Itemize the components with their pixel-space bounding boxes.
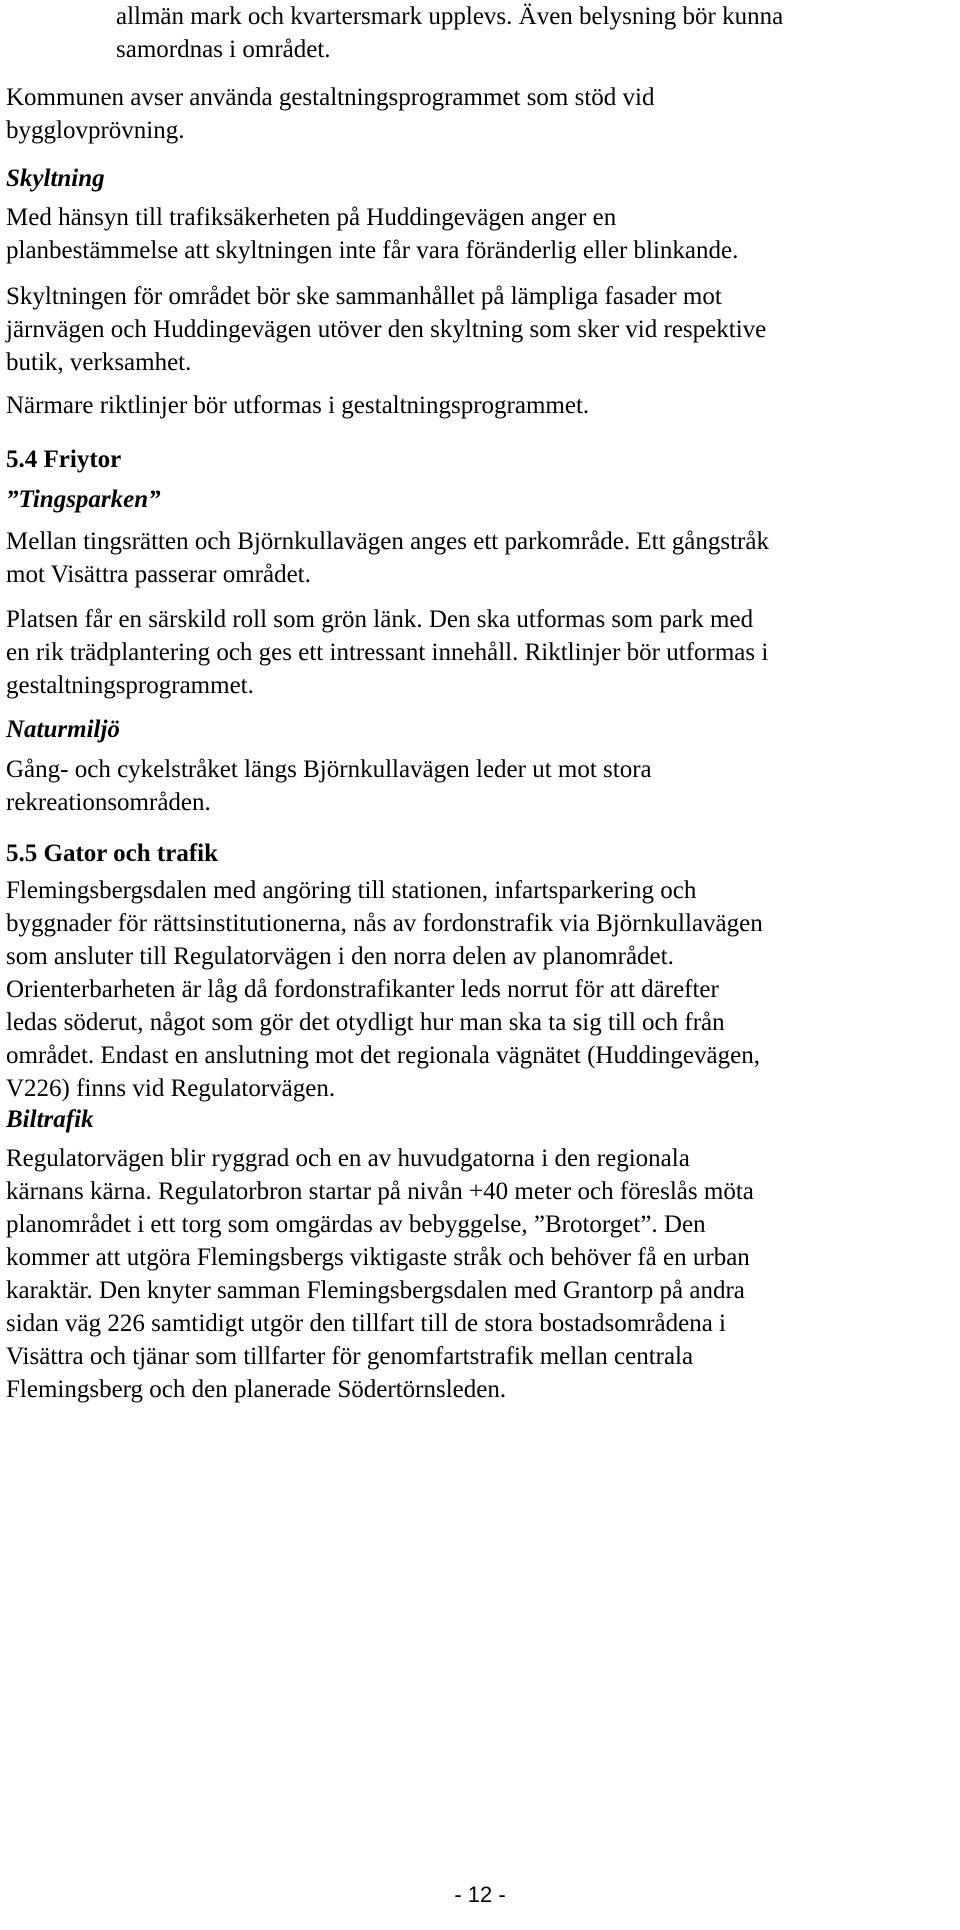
text-line: Gång- och cykelstråket längs Björnkullavägen leder ut mot stora bbox=[6, 756, 652, 783]
text-line: rekreationsområden. bbox=[6, 789, 211, 816]
text-line: karaktär. Den knyter samman Flemingsbergsdalen med Grantorp på andra bbox=[6, 1277, 745, 1304]
text-line: en rik trädplantering och ges ett intressant innehåll. Riktlinjer bör utformas i bbox=[6, 639, 769, 666]
text-line: ledas söderut, något som gör det otydligt hur man ska ta sig till och från bbox=[6, 1009, 725, 1036]
heading-naturmiljo: Naturmiljö bbox=[6, 716, 120, 743]
paragraph-flemingsbergsdalen bbox=[6, 874, 956, 1105]
text-line: Regulatorvägen blir ryggrad och en av huvudgatorna i den regionala bbox=[6, 1145, 690, 1172]
paragraph-regulatorvagen bbox=[6, 1142, 956, 1406]
text-line: kärnans kärna. Regulatorbron startar på nivån +40 meter och föreslås möta bbox=[6, 1178, 754, 1205]
text-line: Kommunen avser använda gestaltningsprogrammet som stöd vid bbox=[6, 84, 655, 111]
text-line: byggnader för rättsinstitutionerna, nås av fordonstrafik via Björnkullavägen bbox=[6, 910, 763, 937]
text-line: allmän mark och kvartersmark upplevs. Även belysning bör kunna bbox=[116, 3, 784, 30]
paragraph-parkomrade bbox=[6, 525, 956, 591]
text-line: kommer att utgöra Flemingsbergs viktigaste stråk och behöver få en urban bbox=[6, 1244, 750, 1271]
text-line: Flemingsbergsdalen med angöring till stationen, infartsparkering och bbox=[6, 877, 697, 904]
paragraph-skyltning-omradet bbox=[6, 280, 956, 379]
paragraph-gron-lank bbox=[6, 603, 956, 702]
text-line: Platsen får en särskild roll som grön länk. Den ska utformas som park med bbox=[6, 606, 754, 633]
paragraph-gestaltningsprogram bbox=[6, 81, 956, 147]
text-line: samordnas i området. bbox=[116, 36, 331, 63]
heading-biltrafik: Biltrafik bbox=[6, 1106, 94, 1133]
section-heading-gator-trafik: 5.5 Gator och trafik bbox=[6, 840, 219, 867]
text-line: järnvägen och Huddingevägen utöver den skyltning som sker vid respektive bbox=[6, 316, 767, 343]
text-line: som ansluter till Regulatorvägen i den norra delen av planområdet. bbox=[6, 943, 674, 970]
text-line: Orienterbarheten är låg då fordonstrafikanter leds norrut för att därefter bbox=[6, 976, 719, 1003]
heading-tingsparken: ”Tingsparken” bbox=[6, 486, 161, 513]
text-line: Visättra och tjänar som tillfarter för genomfartstrafik mellan centrala bbox=[6, 1343, 694, 1370]
text-line: planbestämmelse att skyltningen inte får vara föränderlig eller blinkande. bbox=[6, 237, 739, 264]
text-line: Mellan tingsrätten och Björnkullavägen anges ett parkområde. Ett gångstråk bbox=[6, 528, 769, 555]
text-line: gestaltningsprogrammet. bbox=[6, 672, 254, 699]
text-line: planområdet i ett torg som omgärdas av bebyggelse, ”Brotorget”. Den bbox=[6, 1211, 706, 1238]
paragraph-cykelstrak bbox=[6, 753, 956, 819]
text-line: Flemingsberg och den planerade Södertörnsleden. bbox=[6, 1376, 507, 1403]
paragraph-trafiksakerhet bbox=[6, 201, 956, 267]
text-line: bygglovprövning. bbox=[6, 117, 185, 144]
paragraph-riktlinjer: Närmare riktlinjer bör utformas i gestaltningsprogrammet. bbox=[6, 392, 590, 419]
text-line: mot Visättra passerar området. bbox=[6, 561, 311, 588]
text-line: Med hänsyn till trafiksäkerheten på Huddingevägen anger en bbox=[6, 204, 617, 231]
heading-skyltning: Skyltning bbox=[6, 165, 105, 192]
text-line: Skyltningen för området bör ske sammanhållet på lämpliga fasader mot bbox=[6, 283, 722, 310]
page-number: - 12 - bbox=[454, 1882, 506, 1907]
text-line: V226) finns vid Regulatorvägen. bbox=[6, 1075, 336, 1102]
text-line: sidan väg 226 samtidigt utgör den tillfart till de stora bostadsområdena i bbox=[6, 1310, 726, 1337]
text-line: området. Endast en anslutning mot det regionala vägnätet (Huddingevägen, bbox=[6, 1042, 760, 1069]
text-line: butik, verksamhet. bbox=[6, 349, 192, 376]
paragraph-belysning bbox=[116, 0, 956, 66]
section-heading-friytor: 5.4 Friytor bbox=[6, 446, 122, 473]
